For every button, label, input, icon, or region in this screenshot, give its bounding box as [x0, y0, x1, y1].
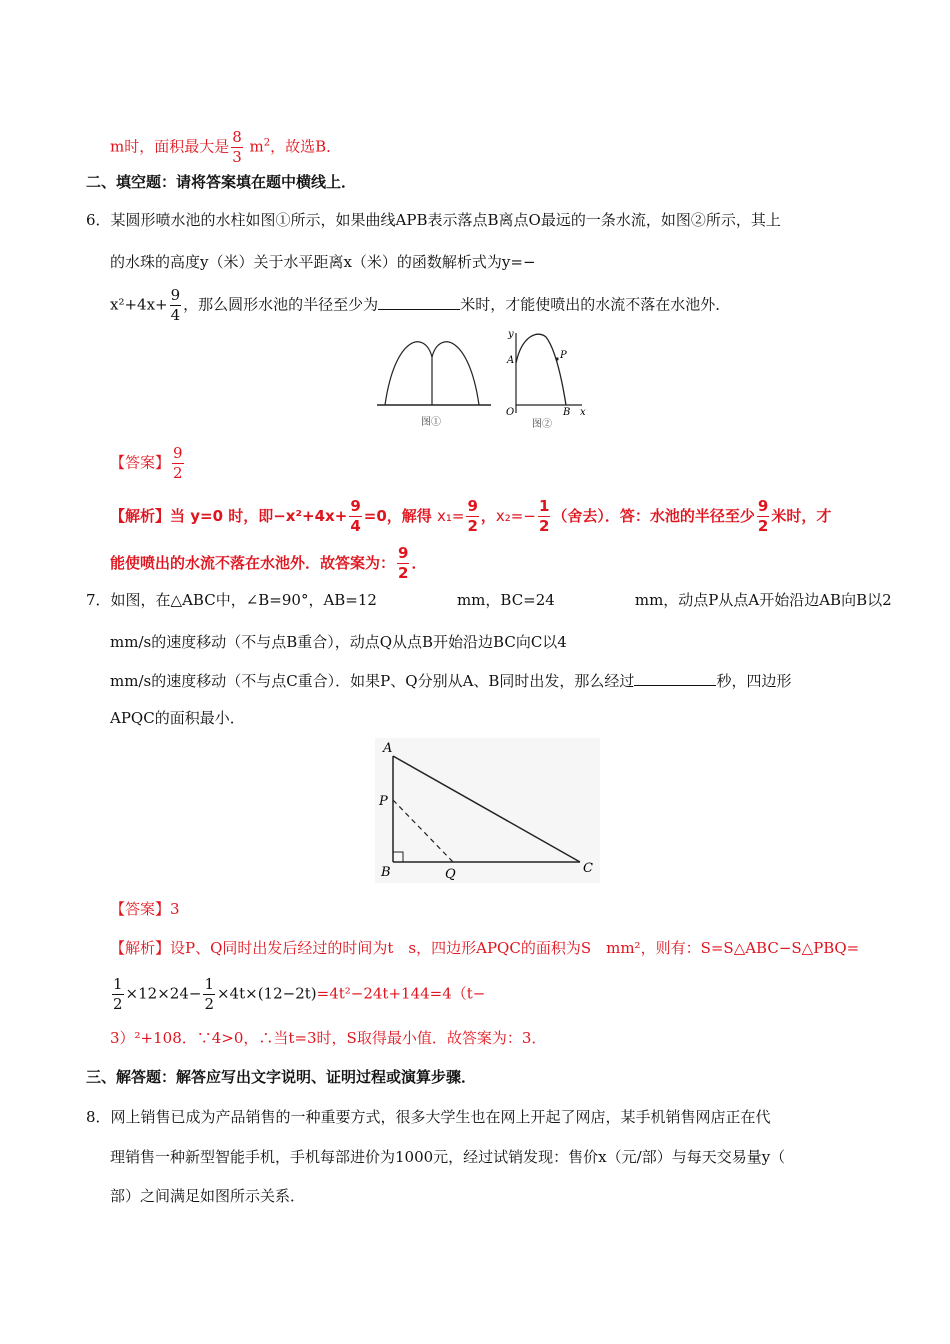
svg-text:x: x [580, 407, 586, 418]
q7-analysis-line2: $\frac{1}{2}$ ×12×24− $\frac{1}{2}$ ×4t×(12−2t)=4t²−24t+144=4（t− [113, 975, 486, 1013]
svg-text:A: A [507, 355, 515, 366]
answer-blank [378, 293, 460, 310]
q7-analysis-line3: 3）²+108．∵4>0，∴当t=3时，S取得最小值．故答案为：3． [110, 1029, 547, 1047]
svg-text:P: P [379, 794, 388, 809]
q8-line3: 部）之间满足如图所示关系． [110, 1187, 306, 1205]
q8-line1: 8．网上销售已成为产品销售的一种重要方式，很多大学生也在网上开起了网店，某手机销售网店正在代 [86, 1108, 771, 1126]
fraction: $\frac{8}{3}$ [232, 128, 242, 166]
svg-text:A: A [383, 741, 393, 756]
svg-text:C: C [583, 861, 593, 876]
q6-line2: 的水珠的高度y（米）关于水平距离x（米）的函数解析式为y=− [110, 253, 536, 271]
section3-title: 三、解答题：解答应写出文字说明、证明过程或演算步骤． [86, 1068, 477, 1086]
fountain-figure-2 [500, 325, 590, 430]
svg-text:y: y [508, 329, 514, 340]
q7-analysis-line1: 【解析】设P、Q同时出发后经过的时间为t s，四边形APQC的面积为S mm²，则有：S=S△ABC−S△PBQ= [110, 939, 860, 957]
triangle-figure [375, 738, 600, 883]
q6-analysis-line1: 【解析】当 y=0 时，即−x²+4x+ $\frac{9}{4}$ =0，解得 x₁= $\frac{9}{2}$ ，x₂=− $\frac{1}{2}$ （舍去）．答：水池的半径至少 $\frac{9}{2}$ 米时，才 [110, 497, 832, 535]
q6-line3: x²+4x+ $\frac{9}{4}$ ，那么圆形水池的半径至少为 米时，才能使喷出的水流不落在水池外． [110, 286, 731, 324]
q7-line3: mm/s的速度移动（不与点C重合）．如果P、Q分别从A、B同时出发，那么经过 秒，四边形 [110, 669, 791, 691]
q8-line2: 理销售一种新型智能手机，手机每部进价为1000元，经过试销发现：售价x（元/部）与每天交易量y（ [110, 1148, 786, 1166]
svg-text:B: B [563, 407, 571, 418]
svg-text:Q: Q [445, 867, 456, 882]
q7-answer: 【答案】3 [110, 900, 180, 918]
q7-line4: APQC的面积最小． [110, 709, 245, 727]
fig2-caption: 图② [532, 419, 552, 430]
q6-answer: 【答案】 $\frac{9}{2}$ [110, 444, 183, 482]
q6-line1: 6．某圆形喷水池的水柱如图①所示，如果曲线APB表示落点B离点O最远的一条水流，如图②所示，其上 [86, 211, 781, 229]
q7-line2: mm/s的速度移动（不与点B重合），动点Q从点B开始沿边BC向C以4 [110, 633, 567, 651]
q7-line1: 7．如图，在△ABC中，∠B=90°，AB=12 mm，BC=24 mm，动点P从点A开始沿边AB向B以2 [86, 591, 892, 609]
fountain-figure-1 [375, 335, 495, 430]
svg-text:P: P [560, 350, 567, 361]
q5-tail: m时，面积最大是 $\frac{8}{3}$ $m^2$，故选B． [110, 128, 342, 166]
q6-analysis-line2: 能使喷出的水流不落在水池外．故答案为： $\frac{9}{2}$ ． [110, 544, 427, 582]
answer-blank [634, 669, 716, 686]
svg-text:B: B [381, 865, 391, 880]
section2-title: 二、填空题：请将答案填在题中横线上． [86, 173, 357, 191]
svg-text:O: O [506, 407, 515, 418]
fig1-caption: 图① [421, 417, 441, 428]
